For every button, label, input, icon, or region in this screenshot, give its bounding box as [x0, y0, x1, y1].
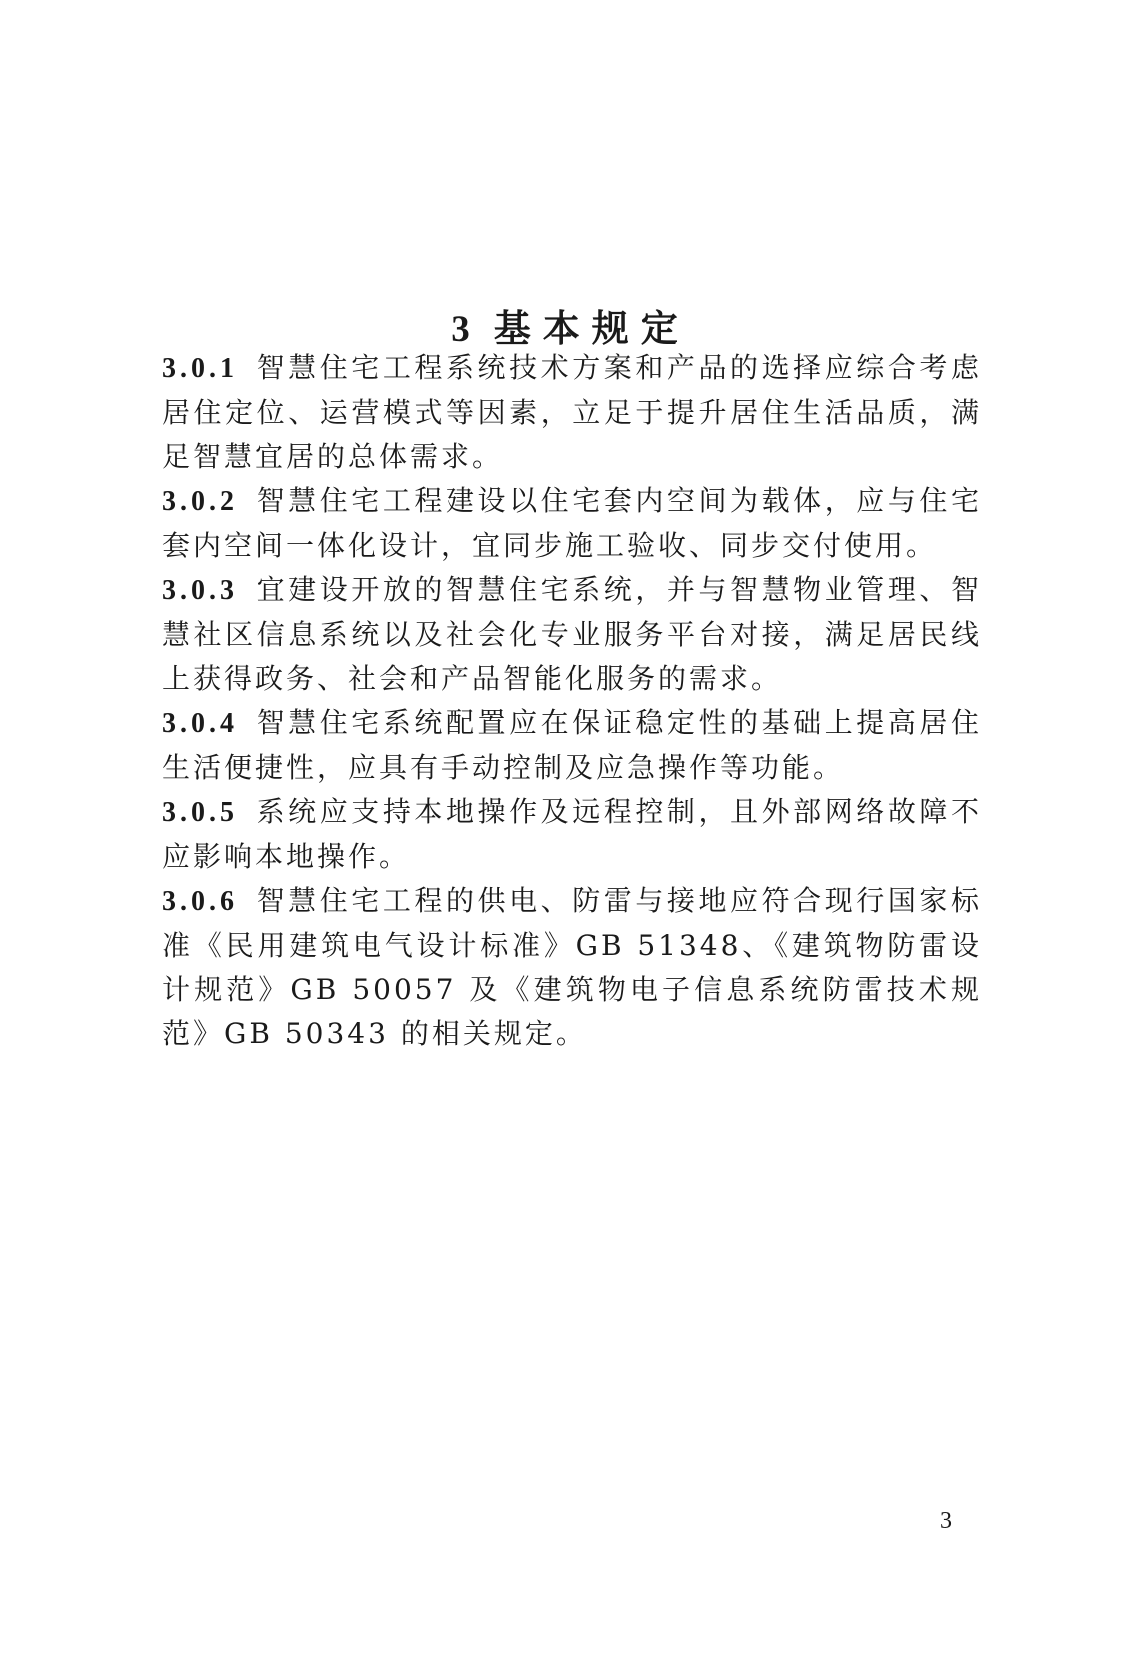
page-number: 3 [940, 1508, 952, 1534]
clause-number: 3.0.6 [162, 886, 238, 917]
clause-3-0-1 [162, 346, 982, 479]
clause-text: 智慧住宅工程的供电、防雷与接地应符合现行国家标准《民用建筑电气设计标准》GB 51348、《建筑物防雷设计规范》GB 50057 及《建筑物电子信息系统防雷技术规范》GB 50343 的相关规定。 [162, 884, 982, 1050]
clause-text: 系统应支持本地操作及远程控制，且外部网络故障不应影响本地操作。 [162, 795, 982, 873]
chapter-number: 3 [451, 308, 482, 350]
clause-number: 3.0.2 [162, 486, 238, 517]
clause-number: 3.0.3 [162, 575, 238, 606]
clause-number: 3.0.5 [162, 797, 238, 828]
clause-number: 3.0.1 [162, 353, 238, 384]
clause-number: 3.0.4 [162, 708, 238, 739]
clause-text: 智慧住宅工程建设以住宅套内空间为载体，应与住宅套内空间一体化设计，宜同步施工验收、同步交付使用。 [162, 484, 982, 562]
chapter-title-text: 基本规定 [493, 305, 690, 350]
clause-3-0-5 [162, 790, 982, 879]
clause-text: 智慧住宅工程系统技术方案和产品的选择应综合考虑居住定位、运营模式等因素，立足于提升居住生活品质，满足智慧宜居的总体需求。 [162, 351, 982, 473]
clause-text: 宜建设开放的智慧住宅系统，并与智慧物业管理、智慧社区信息系统以及社会化专业服务平台对接，满足居民线上获得政务、社会和产品智能化服务的需求。 [162, 573, 982, 695]
clause-3-0-4 [162, 701, 982, 790]
clause-text: 智慧住宅系统配置应在保证稳定性的基础上提高居住生活便捷性，应具有手动控制及应急操作等功能。 [162, 706, 982, 784]
clause-list [162, 346, 982, 1056]
clause-3-0-6 [162, 879, 982, 1056]
clause-3-0-2 [162, 479, 982, 568]
clause-3-0-3 [162, 568, 982, 701]
